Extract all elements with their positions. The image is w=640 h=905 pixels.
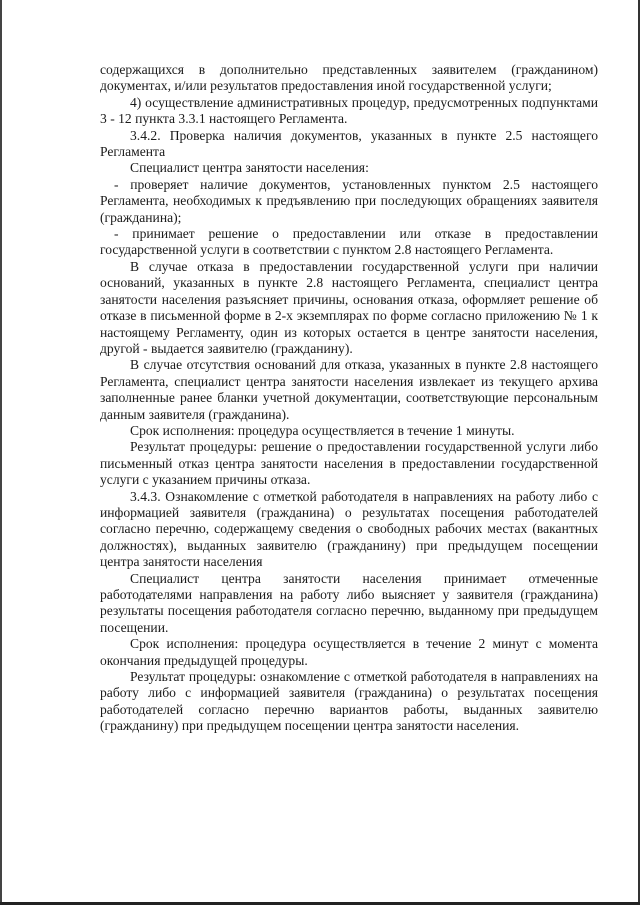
paragraph-no-refusal-case: В случае отсутствия оснований для отказа, указанных в пункте 2.8 настоящего Регламента, специалист центра занятости населения извлекает из текущего архива заполненные ранее бланки учетной документации, соответствующие персональным данным заявителя (гражданина). [100, 357, 598, 422]
paragraph-deadline-2: Срок исполнения: процедура осуществляется в течение 2 минут с момента окончания предыдущей процедуры. [100, 636, 598, 668]
paragraph-specialist-intro: Специалист центра занятости населения: [130, 160, 369, 176]
list-item-decision: - принимает решение о предоставлении или отказе в предоставлении государственной услуги в соответствии с пунктом 2.8 настоящего Регламента. [100, 226, 598, 258]
list-item-check-documents: - проверяет наличие документов, установленных пунктом 2.5 настоящего Регламента, необходимых к предъявлению при последующих обращениях заявителя (гражданина); [100, 176, 598, 225]
paragraph-continuation: содержащихся в дополнительно представленных заявителем (гражданином) документах, и/или результатов предоставления иной государственной услуги; [100, 62, 598, 94]
paragraph-result-2: Результат процедуры: ознакомление с отметкой работодателя в направлениях на работу либо с информацией заявителя (гражданина) о результатах посещения работодателей согласно перечню вариантов работы, выданных заявителю (гражданину) при предыдущем посещении центра занятости населения. [100, 669, 598, 734]
paragraph-deadline-1: Срок исполнения: процедура осуществляется в течение 1 минуты. [130, 422, 515, 438]
paragraph-item-4: 4) осуществление административных процедур, предусмотренных подпунктами 3 - 12 пункта 3.3.1 настоящего Регламента. [100, 94, 598, 127]
document-body [100, 62, 598, 735]
paragraph-refusal-case: В случае отказа в предоставлении государственной услуги при наличии оснований, указанных в пункте 2.8 настоящего Регламента, специалист центра занятости населения разъясняет причины, основания отказа, оформляет решение об отказе в письменной форме в 2-х экземплярах по форме согласно приложению № 1 к настоящему Регламенту, один из которых остается в центре занятости населения, другой - выдается заявителю (гражданину). [100, 258, 598, 356]
scan-edge-left [0, 0, 2, 905]
paragraph-result-1: Результат процедуры: решение о предоставлении государственной услуги либо письменный отказ центра занятости населения в предоставлении государственной услуги с указанием причины отказа. [100, 439, 598, 488]
section-heading-3-4-3: 3.4.3. Ознакомление с отметкой работодателя в направлениях на работу либо с информацией заявителя (гражданина) о результатах посещения работодателей согласно перечню, содержащему сведения о свободных рабочих местах (вакантных должностях), выданных заявителю (гражданину) при предыдущем посещении центра занятости населения [100, 488, 598, 570]
paragraph-specialist-accepts: Специалист центра занятости населения принимает отмеченные работодателями направления на работу либо выясняет у заявителя (гражданина) результаты посещения работодателя согласно перечню, выданному при предыдущем посещении. [100, 570, 598, 635]
section-heading-3-4-2: 3.4.2. Проверка наличия документов, указанных в пункте 2.5 настоящего Регламента [100, 127, 598, 160]
